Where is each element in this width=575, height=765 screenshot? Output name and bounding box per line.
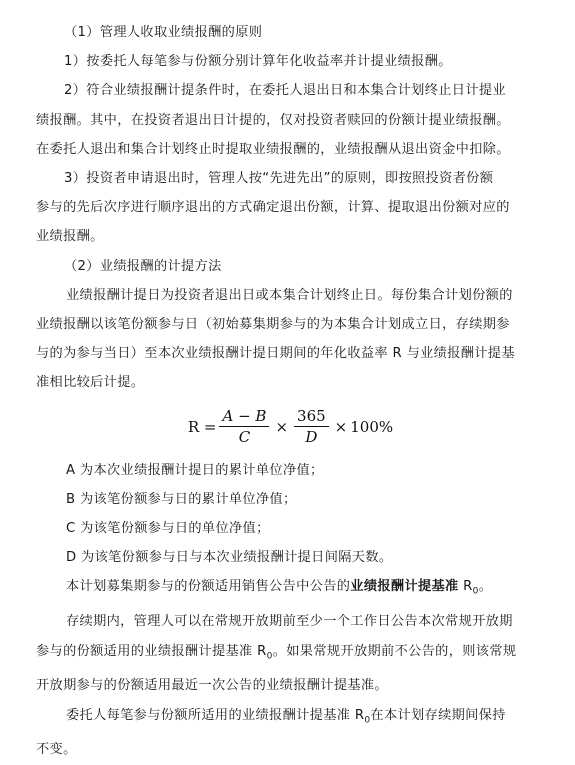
- raise-text-end: 。: [478, 579, 493, 595]
- final-line1-b: 在本计划存续期间保持: [370, 707, 506, 723]
- section1-item2-line3: 在委托人退出和集合计划终止时提取业绩报酬的，业绩报酬从退出资金中扣除。: [36, 141, 510, 157]
- definition-a: A 为本次业绩报酬计提日的累计单位净值；: [66, 462, 324, 478]
- duration-line1: 存续期内，管理人可以在常规开放期前至少一个工作日公告本次常规开放期: [66, 614, 513, 630]
- final-line1: [36, 701, 545, 736]
- final-line2: 不变。: [36, 742, 77, 758]
- definition-b: B 为该笔份额参与日的累计单位净值；: [66, 491, 297, 507]
- duration-line2-b: 。如果常规开放期前不公告的，则该常规: [272, 643, 517, 659]
- formula-percent: 100%: [350, 417, 394, 436]
- definition-d: D 为该笔份额参与日与本次业绩报酬计提日间隔天数。: [66, 550, 393, 566]
- section1-item2-line2: 绩报酬。其中，在投资者退出日计提的，仅对投资者赎回的份额计提业绩报酬。: [36, 112, 510, 128]
- section1-item1: 1）按委托人每笔参与份额分别计算年化收益率并计提业绩报酬。: [64, 54, 452, 70]
- formula-fraction-1: [219, 407, 269, 446]
- formula-times-2: ×: [334, 417, 348, 436]
- formula-denominator-1: C: [238, 428, 251, 447]
- section2-intro-line3: 与的为参与当日）至本次业绩报酬计提日期间的年化收益率 R 与业绩报酬计提基: [36, 346, 515, 362]
- section2-intro-line1: 业绩报酬计提日为投资者退出日或本集合计划终止日。每份集合计划份额的: [66, 287, 513, 303]
- section1-item2-line1: 2）符合业绩报酬计提条件时，在委托人退出日和本集合计划终止日计提业: [64, 83, 506, 99]
- section1-item3-line2: 参与的先后次序进行顺序退出的方式确定退出份额，计算、提取退出份额对应的: [36, 200, 510, 216]
- section2-intro-line4: 准相比较后计提。: [36, 375, 145, 391]
- formula-times-1: ×: [275, 417, 289, 436]
- final-line1-sub: 0: [364, 715, 371, 726]
- raise-text-bold: 业绩报酬计提基准: [350, 579, 459, 595]
- duration-line2-a: 参与的份额适用的业绩报酬计提基准 R: [36, 643, 267, 659]
- duration-line3: 开放期参与的份额适用最近一次公告的业绩报酬计提基准。: [36, 678, 388, 694]
- formula-denominator-2: D: [305, 428, 318, 447]
- raise-text-after: R: [458, 579, 473, 595]
- raise-period-paragraph: [36, 572, 545, 607]
- section2-heading: （2）业绩报酬的计提方法: [64, 258, 222, 274]
- return-rate-formula: [36, 398, 545, 456]
- formula-fraction-2: [294, 407, 329, 446]
- section1-item3-line3: 业绩报酬。: [36, 229, 104, 245]
- formula-numerator-2: 365: [294, 407, 329, 427]
- raise-text-sub: 0: [472, 587, 479, 598]
- raise-text-before: 本计划募集期参与的份额适用销售公告中公告的: [66, 579, 351, 595]
- duration-line2: [36, 637, 545, 672]
- formula-lhs: R =: [187, 417, 217, 436]
- section1-heading: （1）管理人收取业绩报酬的原则: [64, 25, 263, 40]
- section2-intro-line2: 业绩报酬以该笔份额参与日（初始募集期参与的为本集合计划成立日，存续期参: [36, 317, 510, 333]
- section1-item3-line1: 3）投资者申请退出时，管理人按“先进先出”的原则，即按照投资者份额: [64, 171, 494, 187]
- final-line1-a: 委托人每笔参与份额所适用的业绩报酬计提基准 R: [66, 707, 365, 723]
- formula-numerator-1: A − B: [219, 407, 269, 427]
- duration-line2-sub: 0: [266, 651, 273, 662]
- definition-c: C 为该笔份额参与日的单位净值；: [66, 521, 270, 537]
